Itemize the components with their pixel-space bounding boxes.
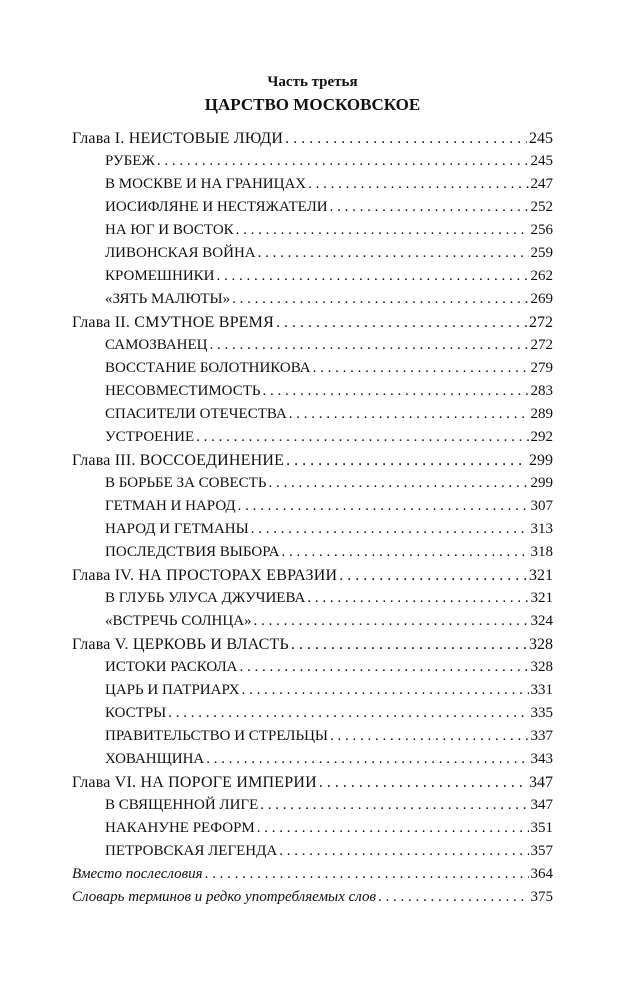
dot-leader (339, 564, 527, 587)
toc-chapter-entry[interactable] (72, 633, 553, 656)
part-title: ЦАРСТВО МОСКОВСКОЕ (204, 95, 421, 114)
toc-entry-page-number: 289 (530, 406, 553, 422)
toc-section-entry[interactable] (105, 357, 553, 380)
dot-leader (251, 518, 529, 541)
toc-entry-title: В БОРЬБЕ ЗА СОВЕСТЬ (105, 475, 267, 491)
toc-section-entry[interactable] (105, 541, 553, 564)
toc-chapter-entry[interactable] (72, 127, 553, 150)
toc-entry-page-number: 272 (530, 337, 553, 353)
dot-leader (330, 725, 529, 748)
toc-entry-title: НА ЮГ И ВОСТОК (105, 222, 234, 238)
toc-chapter-entry[interactable] (72, 771, 553, 794)
toc-end-entry[interactable] (72, 863, 553, 886)
toc-section-entry[interactable] (105, 495, 553, 518)
toc-section-entry[interactable] (105, 334, 553, 357)
toc-entry-title: Глава VI. НА ПОРОГЕ ИМПЕРИИ (72, 774, 317, 791)
toc-entry-title: ПОСЛЕДСТВИЯ ВЫБОРА (105, 544, 280, 560)
toc-entry-title: ВОССТАНИЕ БОЛОТНИКОВА (105, 360, 311, 376)
part-label: Часть третья (267, 74, 358, 90)
dot-leader (330, 196, 529, 219)
toc-section-entry[interactable] (105, 219, 553, 242)
toc-entry-page-number: 357 (530, 843, 553, 859)
toc-section-entry[interactable] (105, 518, 553, 541)
toc-section-entry[interactable] (105, 242, 553, 265)
toc-entry-page-number: 292 (530, 429, 553, 445)
toc-entry-title: В ГЛУБЬ УЛУСА ДЖУЧИЕВА (105, 590, 306, 606)
toc-entry-title: ПРАВИТЕЛЬСТВО И СТРЕЛЬЦЫ (105, 728, 328, 744)
toc-entry-title: Глава I. НЕИСТОВЫЕ ЛЮДИ (72, 130, 284, 147)
toc-entry-title: В СВЯЩЕННОЙ ЛИГЕ (105, 797, 259, 813)
dot-leader (378, 886, 529, 909)
toc-entry-title: «ВСТРЕЧЬ СОЛНЦА» (105, 613, 252, 629)
dot-leader (232, 288, 528, 311)
table-of-contents (0, 127, 625, 909)
toc-entry-title: УСТРОЕНИЕ (105, 429, 195, 445)
toc-entry-title: НЕСОВМЕСТИМОСТЬ (105, 383, 261, 399)
toc-entry-title: РУБЕЖ (105, 153, 155, 169)
toc-section-entry[interactable] (105, 725, 553, 748)
toc-entry-title: Глава IV. НА ПРОСТОРАХ ЕВРАЗИИ (72, 567, 338, 584)
toc-entry-page-number: 269 (530, 291, 553, 307)
toc-section-entry[interactable] (105, 679, 553, 702)
toc-entry-title: ХОВАНЩИНА (105, 751, 205, 767)
toc-entry-page-number: 252 (530, 199, 553, 215)
toc-entry-title: Глава II. СМУТНОЕ ВРЕМЯ (72, 314, 274, 331)
toc-section-entry[interactable] (105, 840, 553, 863)
toc-section-entry[interactable] (105, 472, 553, 495)
dot-leader (254, 610, 529, 633)
toc-entry-title: КОСТРЫ (105, 705, 167, 721)
toc-entry-page-number: 321 (530, 590, 553, 606)
dot-leader (260, 794, 528, 817)
toc-entry-page-number: 245 (529, 130, 553, 147)
dot-leader (319, 771, 527, 794)
dot-leader (205, 863, 529, 886)
toc-entry-page-number: 299 (530, 475, 553, 491)
toc-entry-page-number: 283 (530, 383, 553, 399)
toc-entry-page-number: 343 (530, 751, 553, 767)
toc-entry-title: ГЕТМАН И НАРОД (105, 498, 236, 514)
toc-entry-page-number: 262 (530, 268, 553, 284)
dot-leader (168, 702, 528, 725)
toc-entry-title: ИСТОКИ РАСКОЛА (105, 659, 238, 675)
toc-entry-page-number: 272 (529, 314, 553, 331)
toc-entry-title: ПЕТРОВСКАЯ ЛЕГЕНДА (105, 843, 278, 859)
toc-chapter-entry[interactable] (72, 311, 553, 334)
toc-entry-title: В МОСКВЕ И НА ГРАНИЦАХ (105, 176, 307, 192)
dot-leader (157, 150, 529, 173)
toc-entry-page-number: 259 (530, 245, 553, 261)
toc-entry-title: Глава III. ВОССОЕДИНЕНИЕ (72, 452, 285, 469)
toc-entry-page-number: 256 (530, 222, 553, 238)
toc-section-entry[interactable] (105, 587, 553, 610)
dot-leader (239, 656, 528, 679)
dot-leader (286, 449, 527, 472)
toc-entry-title: ЦАРЬ И ПАТРИАРХ (105, 682, 240, 698)
dot-leader (313, 357, 529, 380)
dot-leader (262, 380, 528, 403)
toc-section-entry[interactable] (105, 610, 553, 633)
toc-entry-page-number: 245 (530, 153, 553, 169)
toc-section-entry[interactable] (105, 173, 553, 196)
toc-entry-page-number: 328 (530, 659, 553, 675)
dot-leader (257, 817, 529, 840)
toc-entry-page-number: 331 (530, 682, 553, 698)
toc-entry-page-number: 335 (530, 705, 553, 721)
toc-entry-title: САМОЗВАНЕЦ (105, 337, 208, 353)
toc-section-entry[interactable] (105, 702, 553, 725)
toc-section-entry[interactable] (105, 380, 553, 403)
toc-entry-title: НАКАНУНЕ РЕФОРМ (105, 820, 255, 836)
dot-leader (291, 633, 527, 656)
dot-leader (258, 242, 529, 265)
toc-entry-title: СПАСИТЕЛИ ОТЕЧЕСТВА (105, 406, 287, 422)
dot-leader (285, 127, 527, 150)
toc-entry-title: НАРОД И ГЕТМАНЫ (105, 521, 249, 537)
toc-entry-page-number: 307 (530, 498, 553, 514)
toc-section-entry[interactable] (105, 403, 553, 426)
toc-entry-title: Словарь терминов и редко употребляемых слов (72, 889, 376, 905)
toc-section-entry[interactable] (105, 817, 553, 840)
dot-leader (196, 426, 528, 449)
toc-chapter-entry[interactable] (72, 449, 553, 472)
toc-entry-page-number: 351 (530, 820, 553, 836)
toc-section-entry[interactable] (105, 288, 553, 311)
toc-entry-page-number: 375 (530, 889, 553, 905)
dot-leader (206, 748, 528, 771)
dot-leader (308, 173, 528, 196)
toc-end-entry[interactable] (72, 886, 553, 909)
toc-entry-page-number: 324 (530, 613, 553, 629)
toc-section-entry[interactable] (105, 656, 553, 679)
toc-entry-page-number: 247 (530, 176, 553, 192)
dot-leader (210, 334, 529, 357)
dot-leader (282, 541, 529, 564)
dot-leader (289, 403, 529, 426)
toc-section-entry[interactable] (105, 794, 553, 817)
toc-entry-title: КРОМЕШНИКИ (105, 268, 215, 284)
dot-leader (217, 265, 529, 288)
toc-entry-page-number: 347 (529, 774, 553, 791)
toc-chapter-entry[interactable] (72, 564, 553, 587)
toc-entry-title: ЛИВОНСКАЯ ВОЙНА (105, 245, 256, 261)
toc-entry-page-number: 313 (530, 521, 553, 537)
dot-leader (236, 219, 529, 242)
toc-entry-page-number: 318 (530, 544, 553, 560)
toc-entry-title: «ЗЯТЬ МАЛЮТЫ» (105, 291, 231, 307)
toc-section-entry[interactable] (105, 748, 553, 771)
toc-entry-title: ИОСИФЛЯНЕ И НЕСТЯЖАТЕЛИ (105, 199, 328, 215)
dot-leader (238, 495, 529, 518)
toc-section-entry[interactable] (105, 265, 553, 288)
dot-leader (268, 472, 528, 495)
dot-leader (307, 587, 528, 610)
toc-entry-page-number: 328 (529, 636, 553, 653)
dot-leader (242, 679, 529, 702)
toc-entry-page-number: 321 (529, 567, 553, 584)
toc-section-entry[interactable] (105, 150, 553, 173)
dot-leader (279, 840, 528, 863)
toc-section-entry[interactable] (105, 196, 553, 219)
toc-entry-page-number: 347 (530, 797, 553, 813)
toc-entry-page-number: 337 (530, 728, 553, 744)
toc-entry-page-number: 299 (529, 452, 553, 469)
toc-entry-page-number: 364 (530, 866, 553, 882)
dot-leader (276, 311, 527, 334)
toc-entry-title: Вместо послесловия (72, 866, 203, 882)
toc-section-entry[interactable] (105, 426, 553, 449)
toc-entry-page-number: 279 (530, 360, 553, 376)
toc-entry-title: Глава V. ЦЕРКОВЬ И ВЛАСТЬ (72, 636, 289, 653)
